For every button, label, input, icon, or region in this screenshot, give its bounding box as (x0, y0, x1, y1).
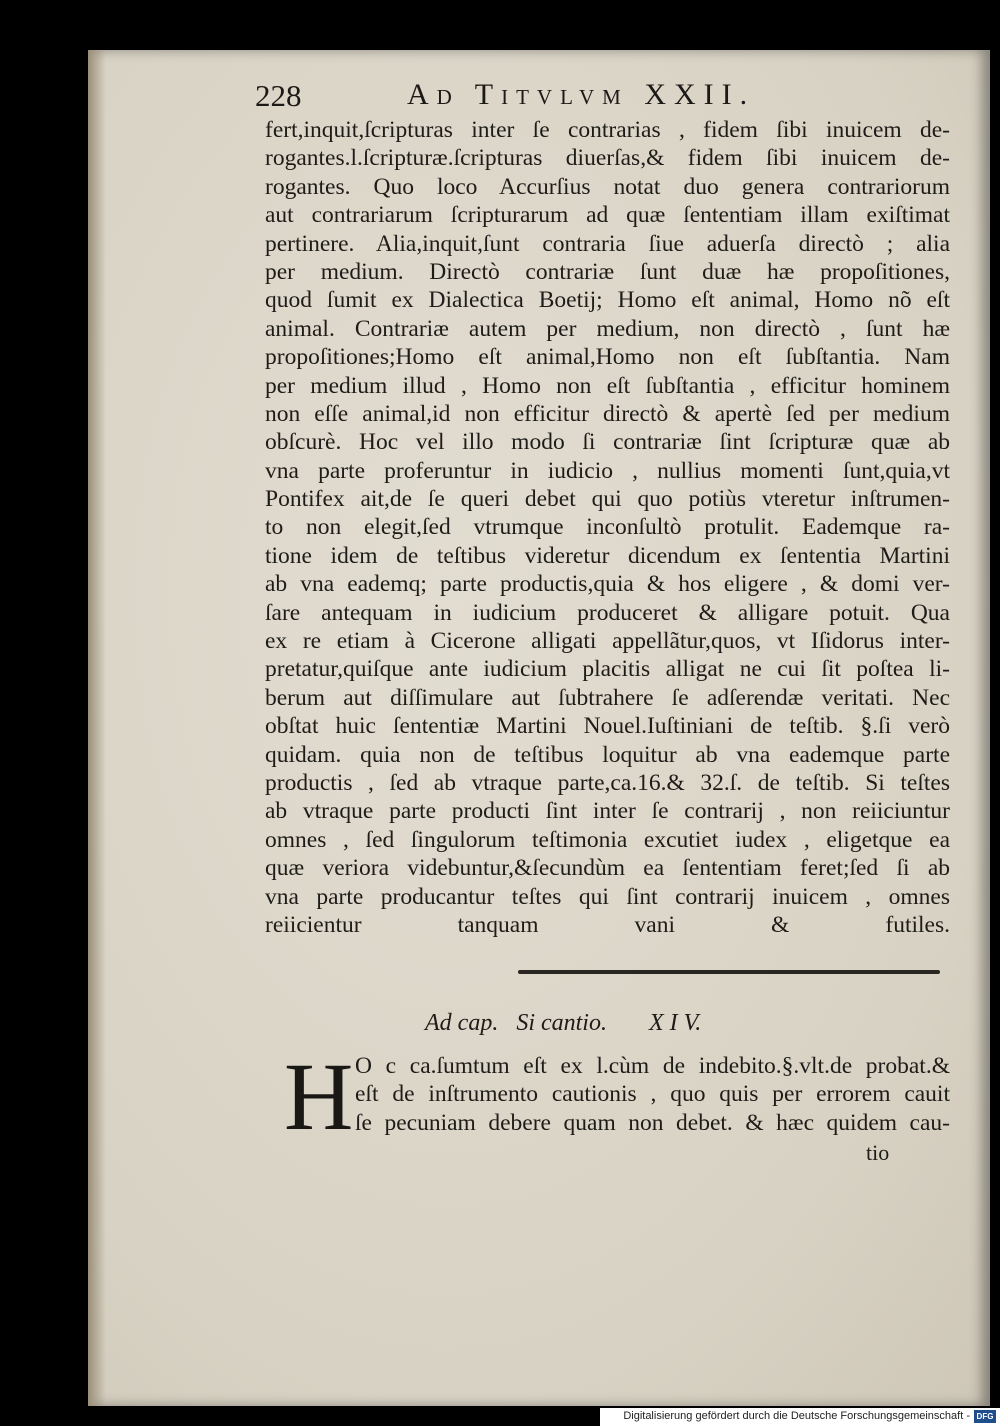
text-line: eſt de inſtrumento cautionis , quo quis per errorem cauit (355, 1081, 950, 1108)
text-line: rogantes. Quo loco Accurſius notat duo genera contrariorum (265, 173, 950, 200)
text-line: pertinere. Alia,inquit,ſunt contraria ſiue aduerſa directò ; alia (265, 230, 950, 257)
text-line: pretatur,quiſque ante iudicium placitis alligat ne cui ſit poſtea li- (265, 656, 950, 683)
text-line: ex re etiam à Cicerone alligati appellãtur,quos, vt Iſidorus inter- (265, 628, 950, 655)
text-line: Pontifex ait,de ſe queri debet qui quo potiùs vteretur inſtrumen- (265, 486, 950, 513)
digitization-credit: Digitalisierung gefördert durch die Deutsche Forschungsgemeinschaft - (623, 1410, 970, 1422)
text-line: non eſſe animal,id non efficitur directò & apertè ſed per medium (265, 400, 950, 427)
text-line: O c ca.ſumtum eſt ex l.cùm de indebito.§.vlt.de probat.& (355, 1053, 950, 1079)
text-line: reiicientur tanquam vani & futiles. (265, 911, 950, 938)
text-line: propoſitiones;Homo eſt animal,Homo non eſt ſubſtantia. Nam (265, 344, 950, 371)
text-line: per medium illud , Homo non eſt ſubſtantia , efficitur hominem (265, 372, 950, 399)
text-line: ſe pecuniam debere quam non debet. & hæc quidem cau- (355, 1109, 950, 1136)
text-line: ab vna eademq; parte productis,quia & hos eligere , & domi ver- (265, 571, 950, 598)
text-line: obſcurè. Hoc vel illo modo ſi contrariæ ſint ſcripturæ quæ ab (265, 429, 950, 456)
text-line: quidam. quia non de teſtibus loquitur ab vna eademque parte (265, 741, 950, 768)
text-line: berum aut diſſimulare aut ſubtrahere ſe adſerendæ veritati. Nec (265, 684, 950, 711)
text-line: ſare antequam in iudicium produceret & alligare potuit. Qua (265, 599, 950, 626)
text-line: quæ veriora videbuntur,&ſecundùm ea ſententiam feret;ſed ſi ab (265, 855, 950, 882)
text-line: per medium. Directò contrariæ ſunt duæ hæ propoſitiones, (265, 258, 950, 285)
text-line: fert,inquit,ſcripturas inter ſe contrarias , fidem ſibi inuicem de- (265, 117, 950, 143)
text-line: obſtat huic ſententiæ Martini Nouel.Iuſtiniani de teſtib. §.ſi verò (265, 713, 950, 740)
text-line: animal. Contrariæ autem per medium, non directò , ſunt hæ (265, 315, 950, 342)
text-line: productis , ſed ab vtraque parte,ca.16.& 32.ſ. de teſtib. Si teſtes (265, 769, 950, 796)
text-line: vna parte producantur teſtes qui ſint contrarij inuicem , omnes (265, 883, 950, 910)
text-line: to non elegit,ſed vtrumque inconſultò protulit. Eademque ra- (265, 514, 950, 541)
section-title: Ad cap. Si cantio. X I V. (425, 1010, 702, 1036)
text-line: omnes , ſed ſingulorum teſtimonia excutiet iudex , eligetque ea (265, 826, 950, 853)
text-line: vna parte proferuntur in iudicio , nullius momenti ſunt,quia,vt (265, 457, 950, 484)
main-text-block (265, 116, 950, 939)
drop-cap-initial: H (284, 1043, 354, 1150)
page-number: 228 (255, 78, 302, 113)
text-line: aut contrariarum ſcripturarum ad quæ ſententiam illam exiſtimat (265, 202, 950, 229)
text-line: quod ſumit ex Dialectica Boetij; Homo eſt animal, Homo nõ eſt (265, 287, 950, 314)
page-header (255, 78, 815, 118)
catchword: tio (866, 1140, 890, 1165)
running-title: Ad Titvlvm XXII. (407, 78, 756, 111)
page-gutter-shadow (88, 50, 106, 1406)
section-text-block (355, 1052, 950, 1137)
dfg-logo-icon: DFG (974, 1410, 996, 1423)
text-line: ab vtraque parte producti ſint inter ſe contrarij , non reiiciuntur (265, 798, 950, 825)
text-line: tione idem de teſtibus videretur dicendum ex ſententia Martini (265, 542, 950, 569)
text-line: rogantes.l.ſcripturæ.ſcripturas diuerſas,& fidem ſibi inuicem de- (265, 145, 950, 172)
section-divider-rule (518, 970, 940, 974)
